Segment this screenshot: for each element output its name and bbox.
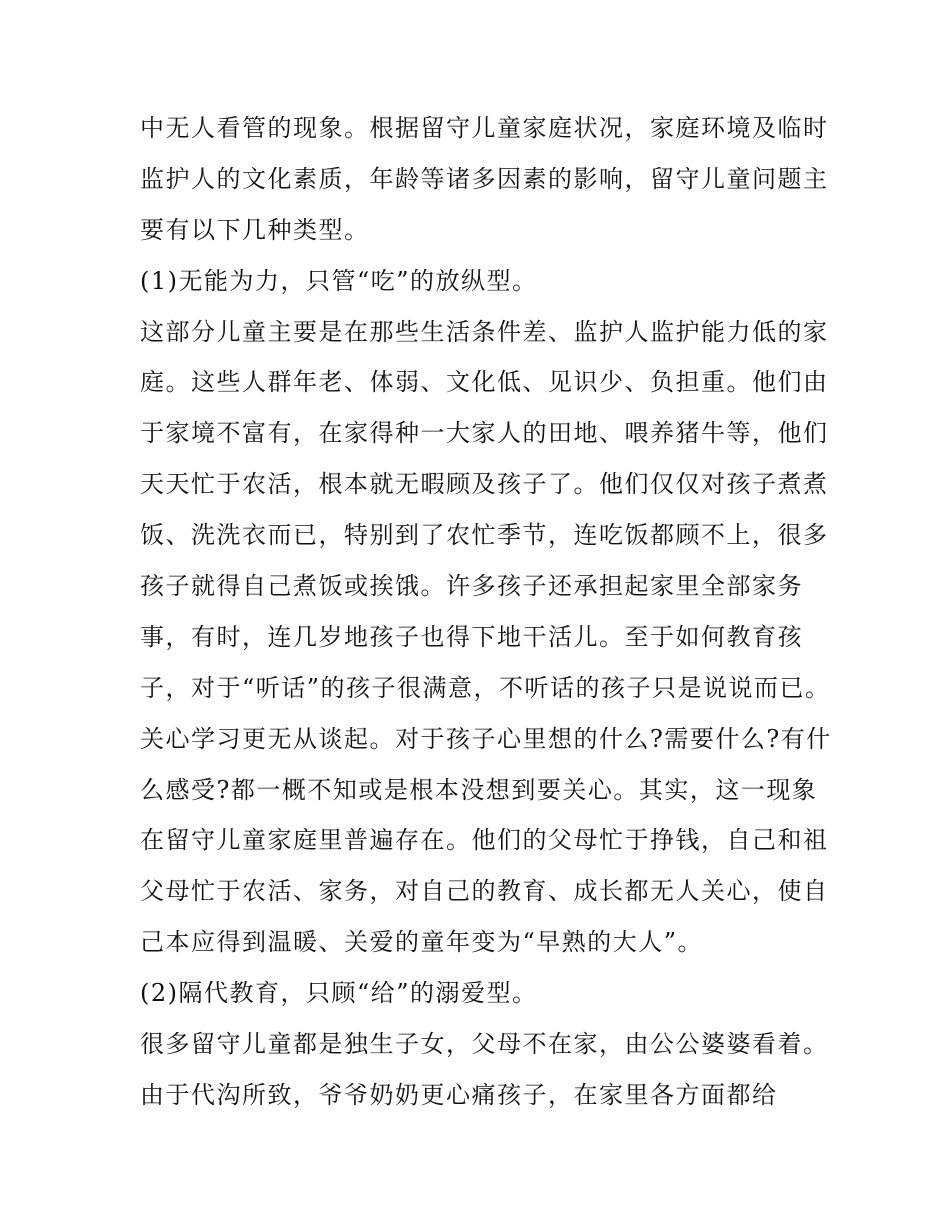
text-line: 事，有时，连几岁地孩子也得下地干活儿。至于如何教育孩: [140, 622, 803, 651]
text-line: 关心学习更无从谈起。对于孩子心里想的什么?需要什么?有什: [140, 724, 832, 753]
text-line: 庭。这些人群年老、体弱、文化低、见识少、负担重。他们由: [140, 368, 829, 397]
text-line: 于家境不富有，在家得种一大家人的田地、喂养猪牛等，他们: [140, 419, 829, 448]
text-line: 监护人的文化素质，年龄等诸多因素的影响，留守儿童问题主: [140, 164, 829, 193]
text-line: 这部分儿童主要是在那些生活条件差、监护人监护能力低的家: [140, 317, 829, 346]
text-line: 么感受?都一概不知或是根本没想到要关心。其实，这一现象: [140, 775, 818, 804]
text-line: 要有以下几种类型。: [140, 215, 370, 244]
text-line: 由于代沟所致，爷爷奶奶更心痛孩子，在家里各方面都给: [140, 1080, 778, 1109]
text-line: 子，对于“听话”的孩子很满意，不听话的孩子只是说说而已。: [140, 673, 831, 702]
text-line: 己本应得到温暖、关爱的童年变为“早熟的大人”。: [140, 928, 704, 957]
text-line: 饭、洗洗衣而已，特别到了农忙季节，连吃饭都顾不上，很多: [140, 521, 829, 550]
text-line: 中无人看管的现象。根据留守儿童家庭状况，家庭环境及临时: [140, 114, 829, 142]
section-heading-1: (1)无能为力，只管“吃”的放纵型。: [140, 266, 538, 295]
section-heading-2: (2)隔代教育，只顾“给”的溺爱型。: [140, 979, 538, 1008]
text-line: 天天忙于农活，根本就无暇顾及孩子了。他们仅仅对孩子煮煮: [140, 470, 829, 499]
text-line: 孩子就得自己煮饭或挨饿。许多孩子还承担起家里全部家务: [140, 572, 803, 601]
text-line: 在留守儿童家庭里普遍存在。他们的父母忙于挣钱，自己和祖: [140, 826, 829, 855]
body-text: [140, 103, 832, 1121]
text-line: 很多留守儿童都是独生子女，父母不在家，由公公婆婆看着。: [140, 1030, 829, 1059]
text-line: 父母忙于农活、家务，对自己的教育、成长都无人关心，使自: [140, 877, 829, 906]
